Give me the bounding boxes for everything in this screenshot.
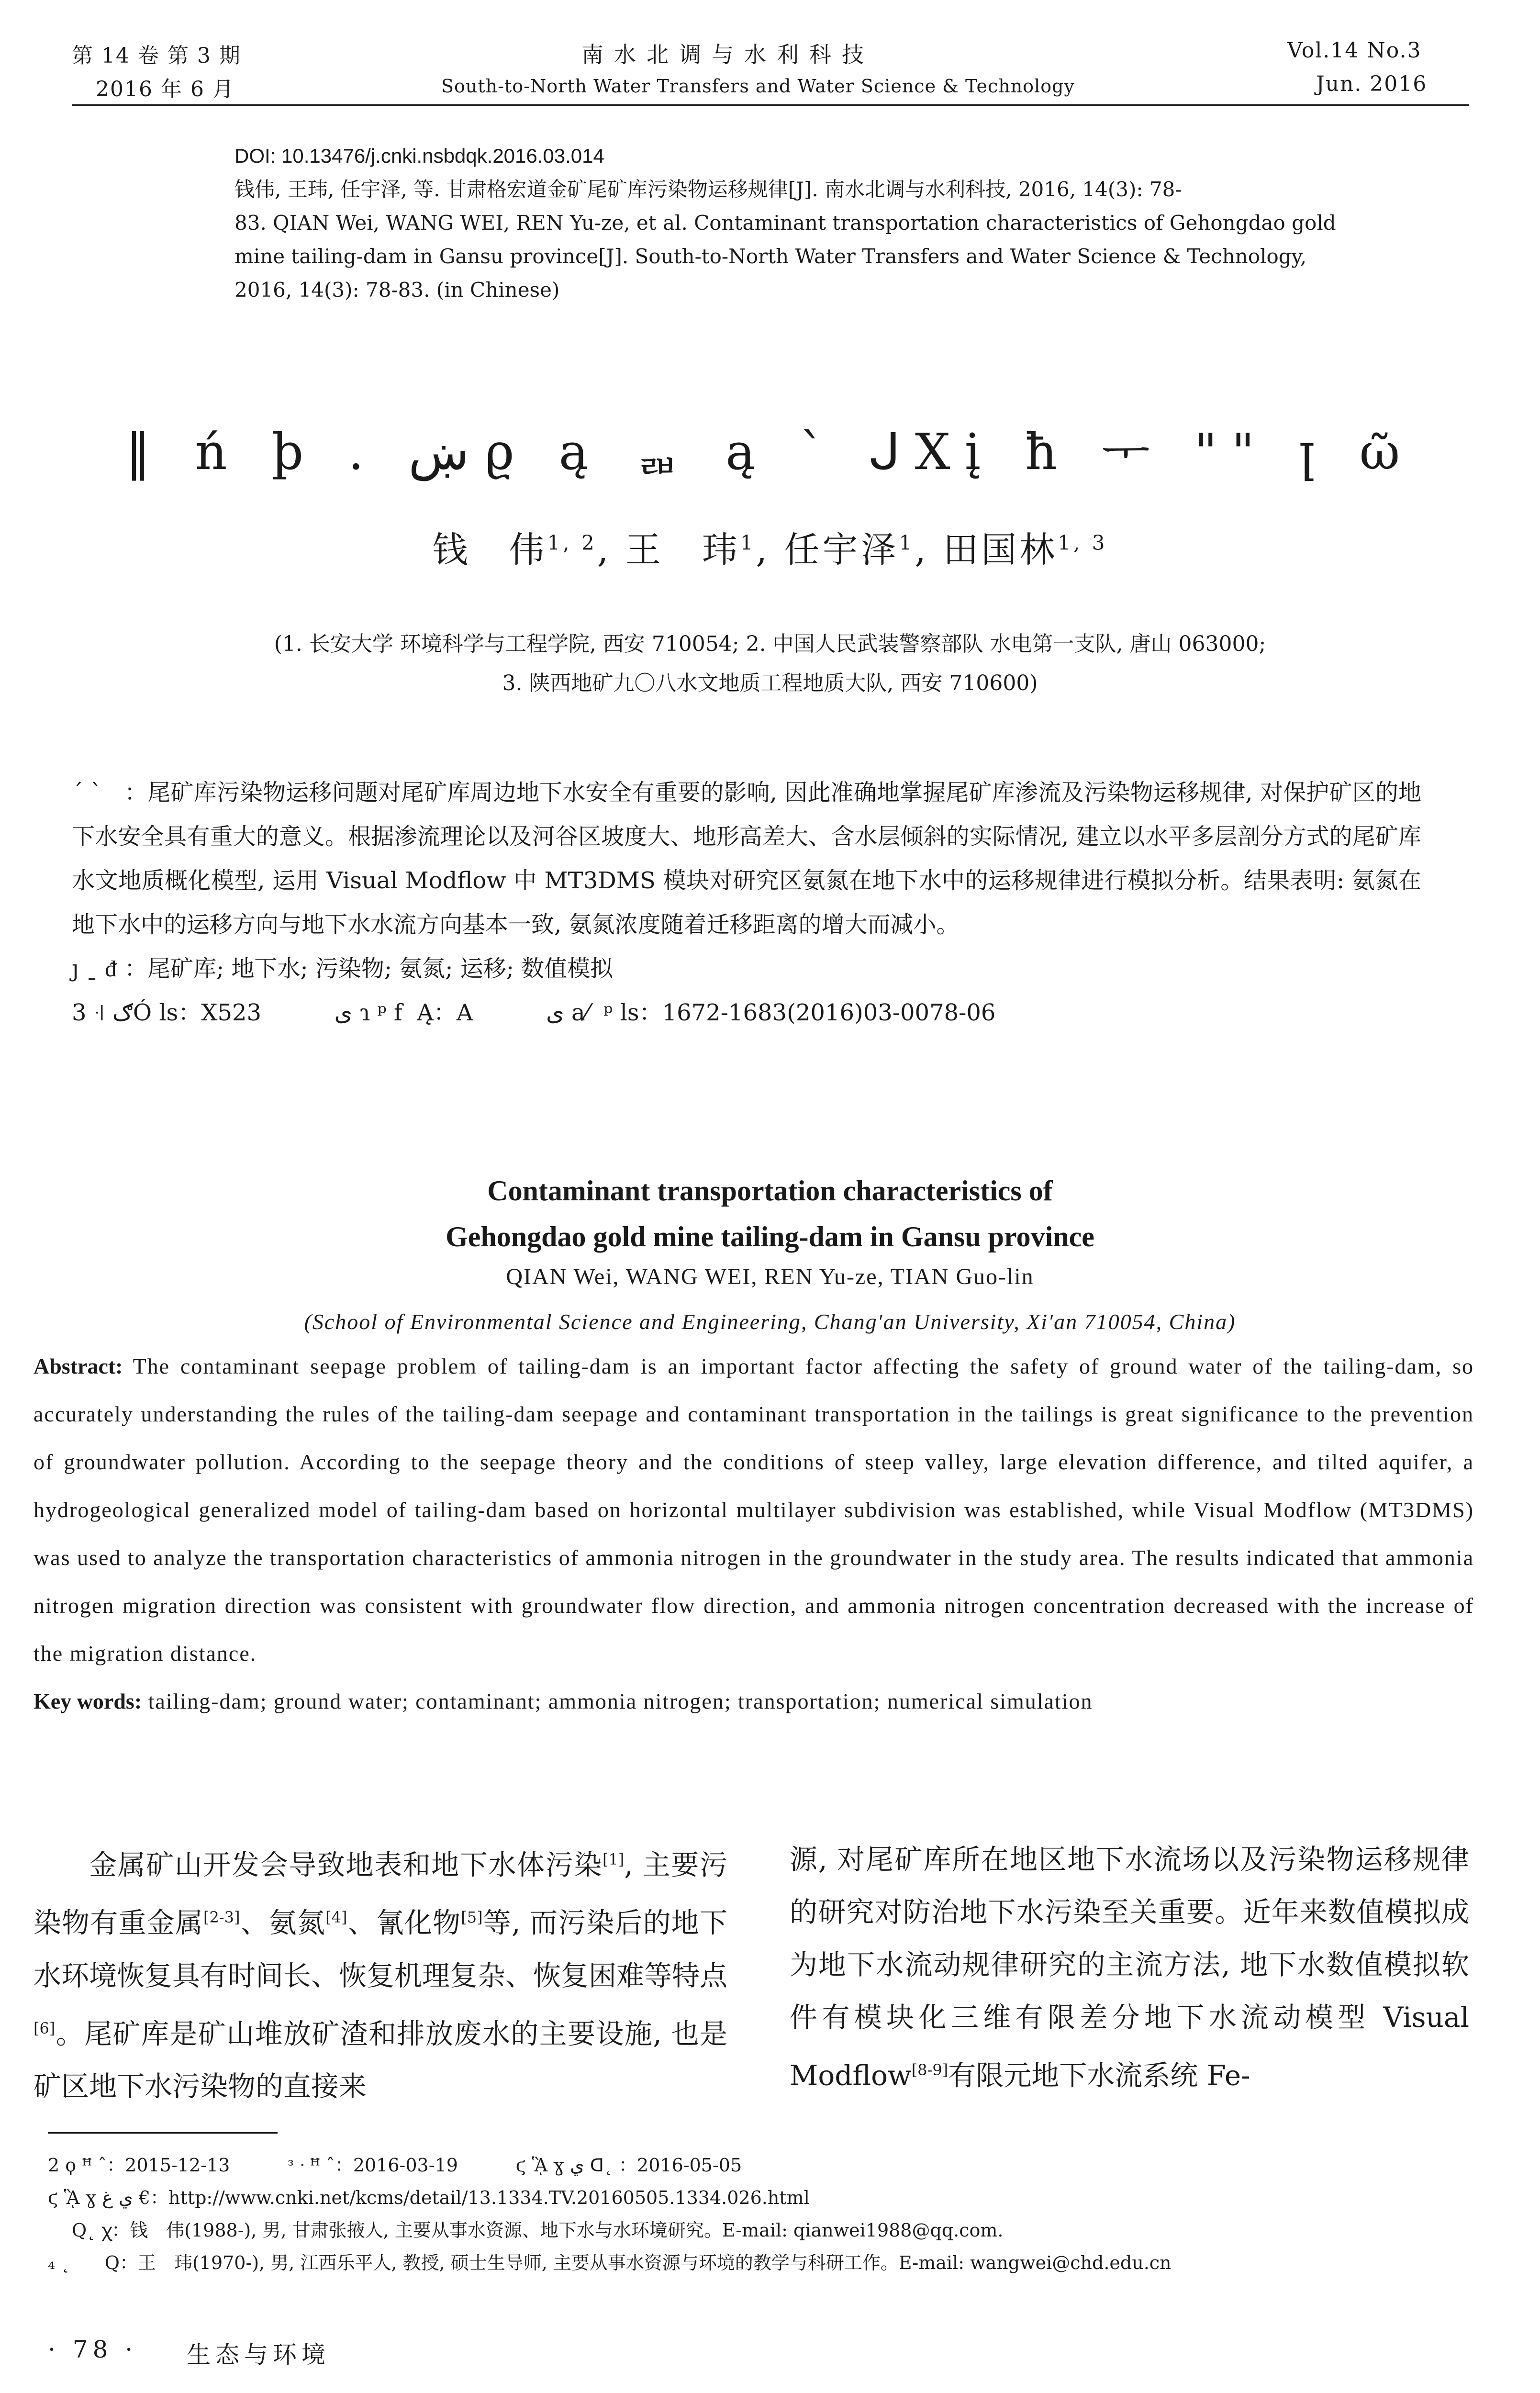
ref-2-3: [2-3] <box>203 1908 240 1927</box>
ref-5: [5] <box>461 1908 483 1927</box>
title-en-line-1: Contaminant transportation characteristics of <box>487 1175 1053 1207</box>
ref-1: [1] <box>602 1850 625 1868</box>
abstract-cn-body <box>72 771 1421 947</box>
citation-cn: 钱伟, 王玮, 任宇泽, 等. 甘肃格宏道金矿尾矿库污染物运移规律[J]. 南水北调与水利科技, 2016, 14(3): 78- <box>234 178 1182 201</box>
body-column-right: 源, 对尾矿库所在地区地下水流场以及污染物运移规律的研究对防治地下水污染至关重要。近年来数值模拟成为地下水流动规律研究的主流方法, 地下水数值模拟软件有模块化三维有限差分地下水流动模型 Visual Modflow[8-9]有限元地下水流系统 Fe- <box>790 1843 1469 2092</box>
author-2: 王 玮 <box>625 529 740 570</box>
ref-4: [4] <box>325 1908 347 1927</box>
doi: DOI: 10.13476/j.cnki.nsbdqk.2016.03.014 <box>234 145 604 167</box>
footnote-rule <box>48 2132 278 2134</box>
keywords-en-label: Key words: <box>33 1689 142 1713</box>
ref-8-9: [8-9] <box>911 2061 949 2079</box>
classification-line: 3 ꜊ ګÓ ls：X523 ی ɿ ᵖ f Ą：A ی a⁄ ᵖ ls：1672-1683(2016)03-0078-06 <box>72 999 996 1026</box>
header-date-en: Jun. 2016 <box>1316 72 1428 96</box>
affiliations-cn <box>0 627 1540 701</box>
header-volume-issue-en: Vol.14 No.3 <box>1287 38 1422 63</box>
abstract-en-text: The contaminant seepage problem of tailing-dam is an important factor affecting the safety of ground water of the tailing-dam, so accurately understanding the rules of the tailing-dam seepage and contaminant transportation in the tailings is great significance to the prevention of groundwater pollution. According to the seepage theory and the conditions of steep valley, large elevation difference, and tilted aquifer, a hydrogeological generalized model of tailing-dam based on horizontal multilayer subdivision was established, while Visual Modflow (MT3DMS) was used to analyze the transportation characteristics of ammonia nitrogen in the groundwater in the study area. The results indicated that ammonia nitrogen migration direction was consistent with groundwater flow direction, and ammonia nitrogen concentration decreased with the increase of the migration distance. <box>33 1354 1474 1666</box>
abstract-cn <box>72 771 1421 1035</box>
citation-block <box>234 141 1479 305</box>
affiliation-line-2: 3. 陕西地矿九〇八水文地质工程地质大队, 西安 710600) <box>502 671 1038 695</box>
keywords-cn-text: ：尾矿库; 地下水; 污染物; 氨氮; 运移; 数值模拟 <box>124 955 614 982</box>
authors-en: QIAN Wei, WANG WEI, REN Yu-ze, TIAN Guo-lin <box>506 1264 1034 1289</box>
title-en-line-2: Gehongdao gold mine tailing-dam in Gansu province <box>446 1221 1094 1252</box>
body-column-left: 金属矿山开发会导致地表和地下水体污染[1], 主要污染物有重金属[2-3]、氨氮[4]、氰化物[5]等, 而污染后的地下水环境恢复具有时间长、恢复机理复杂、恢复困难等特点[6]。尾矿库是矿山堆放矿渣和排放废水的主要设施, 也是矿区地下水污染物的直接来 <box>33 1848 728 2102</box>
ref-6: [6] <box>33 2019 56 2037</box>
footnote-dates: 2 ϙ ꟸ ˆ：2015-12-13 ᵌ ᐧ ꟸ ˆ：2016-03-19 ϛ ᾋ ɣ ي ᗡ˛ ：2016-05-05 <box>48 2155 742 2176</box>
keywords-en-text: tailing-dam; ground water; contaminant; ammonia nitrogen; transportation; numerical simulation <box>148 1689 1093 1713</box>
header-journal-cn: 南水北调与水利科技 <box>581 42 874 67</box>
title-en <box>0 1168 1540 1260</box>
footnote-author-2: ₄ ˛ Q：王 玮(1970-), 男, 江西乐平人, 教授, 硕士生导师, 主要从事水资源与环境的教学与科研工作。E-mail: wangwei@chd.edu.cn <box>48 2252 1172 2273</box>
affiliation-line-1: (1. 长安大学 环境科学与工程学院, 西安 710054; 2. 中国人民武装警察部队 水电第一支队, 唐山 063000; <box>274 632 1266 656</box>
abstract-cn-text: ：尾矿库污染物运移问题对尾矿库周边地下水安全有重要的影响, 因此准确地掌握尾矿库渗流及污染物运移规律, 对保护矿区的地下水安全具有重大的意义。根据渗流理论以及河谷区坡度大、地形高差大、含水层倾斜的实际情况, 建立以水平多层剖分方式的尾矿库水文地质概化模型, 运用 Visual Modflow 中 MT3DMS 模块对研究区氨氮在地下水中的运移规律进行模拟分析。结果表明: 氨氮在地下水中的运移方向与地下水水流方向基本一致, 氨氮浓度随着迁移距离的增大而减小。 <box>72 779 1421 938</box>
citation-en-3: 2016, 14(3): 78-83. (in Chinese) <box>234 278 560 302</box>
header-volume-issue-cn: 第 14 卷 第 3 期 <box>72 44 241 68</box>
footnote-author-1: Q˛ ꭓ：钱 伟(1988-), 男, 甘肃张掖人, 主要从事水资源、地下水与水环境研究。E-mail: qianwei1988@qq.com. <box>72 2220 1004 2241</box>
keywords-cn-label: ȷ ˍ ᵭ <box>72 955 117 982</box>
footnote-online-url: ϛ ᾋ ɣ ي ﻍ €：http://www.cnki.net/kcms/detail/13.1334.TV.20160505.1334.026.html <box>48 2187 810 2208</box>
citation-en-1: 83. QIAN Wei, WANG WEI, REN Yu-ze, et al. Contaminant transportation characteristics of Gehongdao gold <box>234 211 1336 235</box>
authors-cn: 钱 伟$^{1, 2}$, 王 玮$^1$, 任宇泽$^1$, 田国林$^{1, 3}$ <box>432 529 1108 570</box>
header-rule <box>72 104 1469 106</box>
author-3: 任宇泽 <box>784 529 899 570</box>
abstract-cn-label: ˊ ˋ <box>72 779 102 806</box>
abstract-en <box>33 1342 1474 1725</box>
author-4: 田国林 <box>943 529 1058 570</box>
header-journal-en: South-to-North Water Transfers and Water Science & Technology <box>441 76 1075 97</box>
affiliation-en: (School of Environmental Science and Engineering, Chang′an University, Xi′an 710054, China) <box>304 1309 1236 1334</box>
keywords-cn <box>72 947 1421 991</box>
citation-en-2: mine tailing-dam in Gansu province[J]. South-to-North Water Transfers and Water Science & Technology, <box>234 245 1307 268</box>
page-number: · 78 · <box>48 2336 138 2363</box>
section-name: 生态与环境 <box>187 2341 330 2369</box>
abstract-en-label: Abstract: <box>33 1354 123 1378</box>
header-date-cn: 2016 年 6 月 <box>96 77 234 101</box>
footnotes <box>48 2149 1172 2279</box>
title-cn: ‖ ń þ . ښ ϱ ą ᆲ ą ˋ ᒍXį ħ ᅮ "" ꞁ ῶ <box>125 423 1415 481</box>
author-1: 钱 伟 <box>432 529 547 570</box>
